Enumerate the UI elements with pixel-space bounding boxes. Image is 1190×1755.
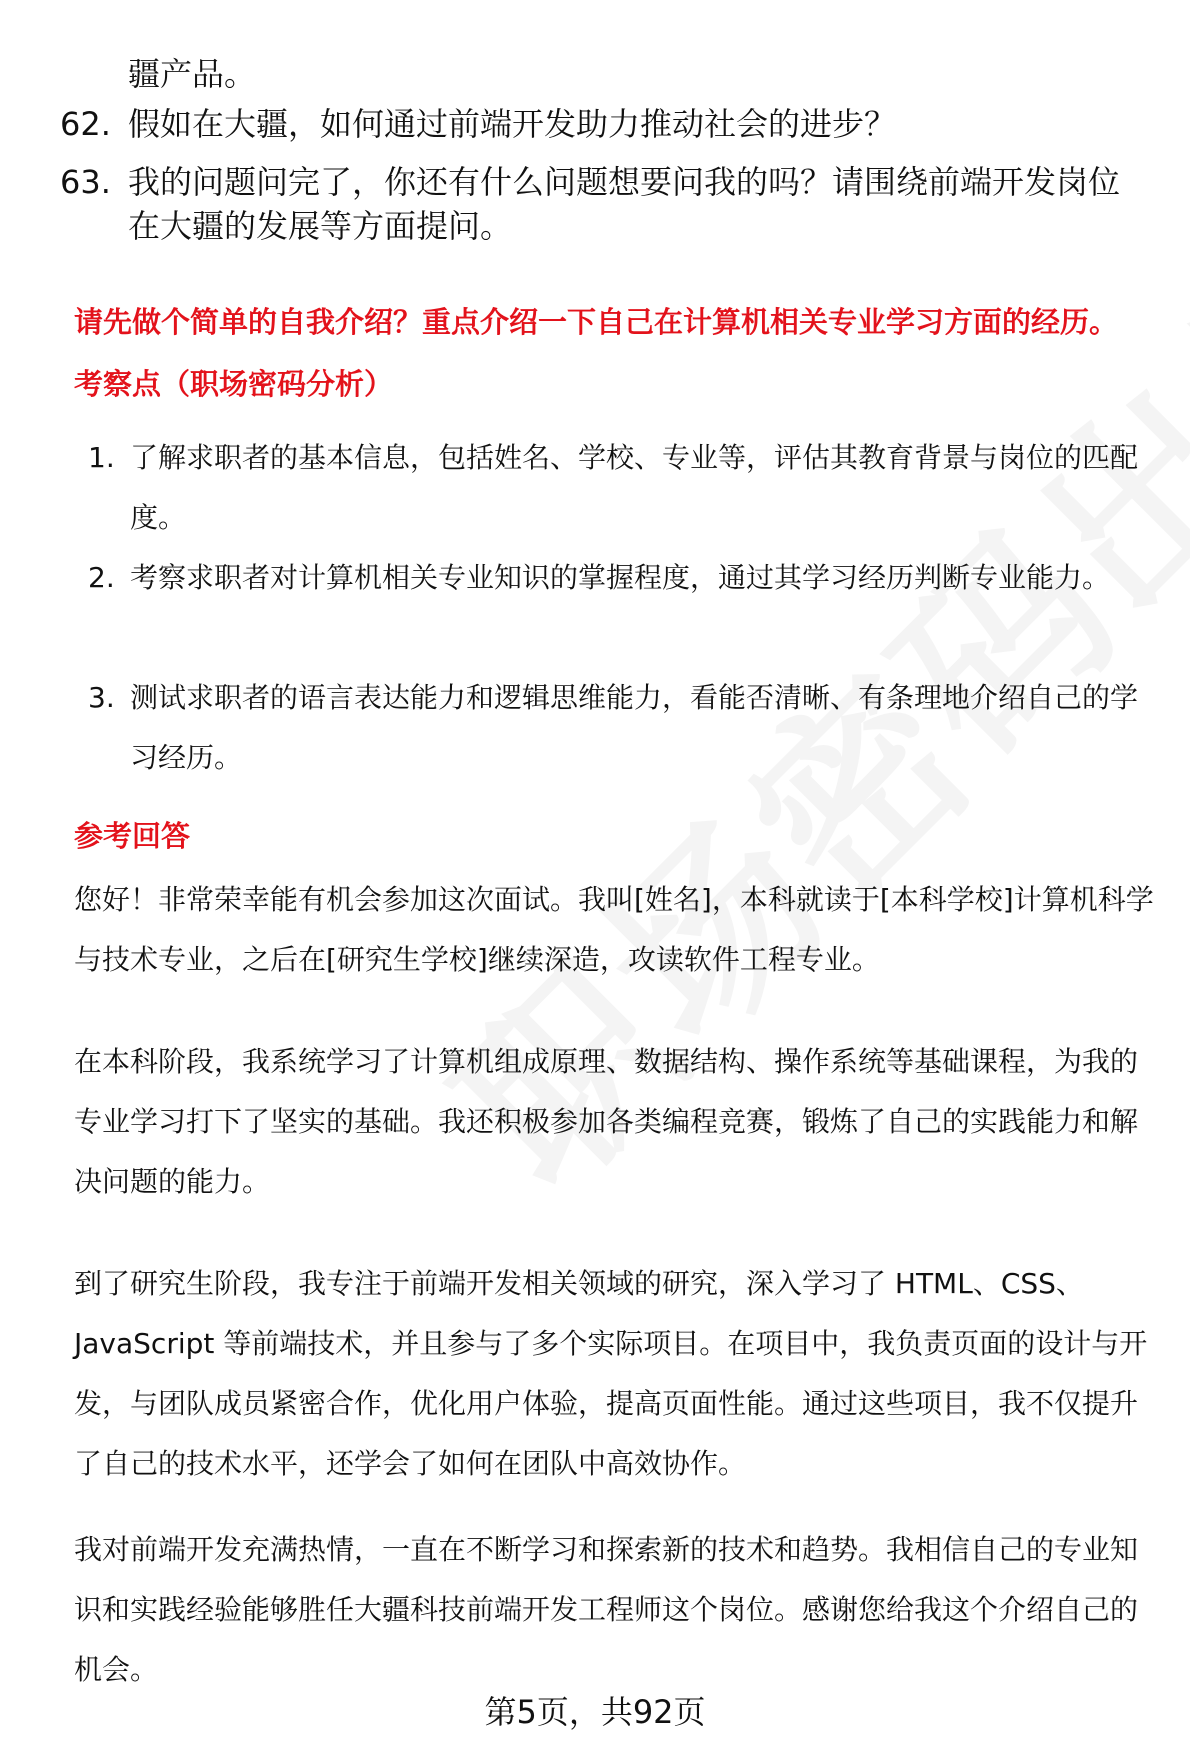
question-item (60, 160, 1150, 248)
examine-point-number: 2. (88, 561, 115, 594)
question-text: 假如在大疆，如何通过前端开发助力推动社会的进步？ (128, 105, 897, 143)
section-title: 请先做个简单的自我介绍？重点介绍一下自己在计算机相关专业学习方面的经历。 (74, 305, 1119, 339)
answer-paragraph: 您好！非常荣幸能有机会参加这次面试。我叫[姓名]，本科就读于[本科学校]计算机科学与技术专业，之后在[研究生学校]继续深造，攻读软件工程专业。 (74, 883, 1154, 976)
examine-point (88, 428, 1160, 548)
question-number: 63. (60, 163, 111, 201)
question-item (60, 102, 1150, 146)
examine-point-text: 考察求职者对计算机相关专业知识的掌握程度，通过其学习经历判断专业能力。 (130, 561, 1111, 594)
answer-paragraph: 到了研究生阶段，我专注于前端开发相关领域的研究，深入学习了 HTML、CSS、JavaScript 等前端技术，并且参与了多个实际项目。在项目中，我负责页面的设计与开发，与团队成员紧密合作，优化用户体验，提高页面性能。通过这些项目，我不仅提升了自己的技术水平，还学会了如何在团队中高效协作。 (74, 1267, 1148, 1480)
answer-paragraph: 我对前端开发充满热情，一直在不断学习和探索新的技术和趋势。我相信自己的专业知识和实践经验能够胜任大疆科技前端开发工程师这个岗位。感谢您给我这个介绍自己的机会。 (74, 1533, 1139, 1686)
question-number: 62. (60, 105, 111, 143)
examine-point-number: 1. (88, 441, 115, 474)
page-number: 第5页，共92页 (484, 1693, 706, 1731)
examine-point-number: 3. (88, 681, 115, 714)
answer-heading: 参考回答 (74, 819, 191, 853)
examine-heading: 考察点（职场密码分析） (74, 367, 394, 401)
examine-point-text: 了解求职者的基本信息，包括姓名、学校、专业等，评估其教育背景与岗位的匹配度。 (130, 441, 1139, 534)
examine-point-text: 测试求职者的语言表达能力和逻辑思维能力，看能否清晰、有条理地介绍自己的学习经历。 (130, 681, 1139, 774)
question-continuation: 疆产品。 (128, 55, 257, 93)
examine-point (88, 548, 1160, 608)
question-text: 我的问题问完了，你还有什么问题想要问我的吗？请围绕前端开发岗位在大疆的发展等方面提问。 (128, 163, 1121, 245)
examine-point (88, 668, 1160, 788)
answer-paragraph: 在本科阶段，我系统学习了计算机组成原理、数据结构、操作系统等基础课程，为我的专业学习打下了坚实的基础。我还积极参加各类编程竞赛，锻炼了自己的实践能力和解决问题的能力。 (74, 1045, 1139, 1198)
